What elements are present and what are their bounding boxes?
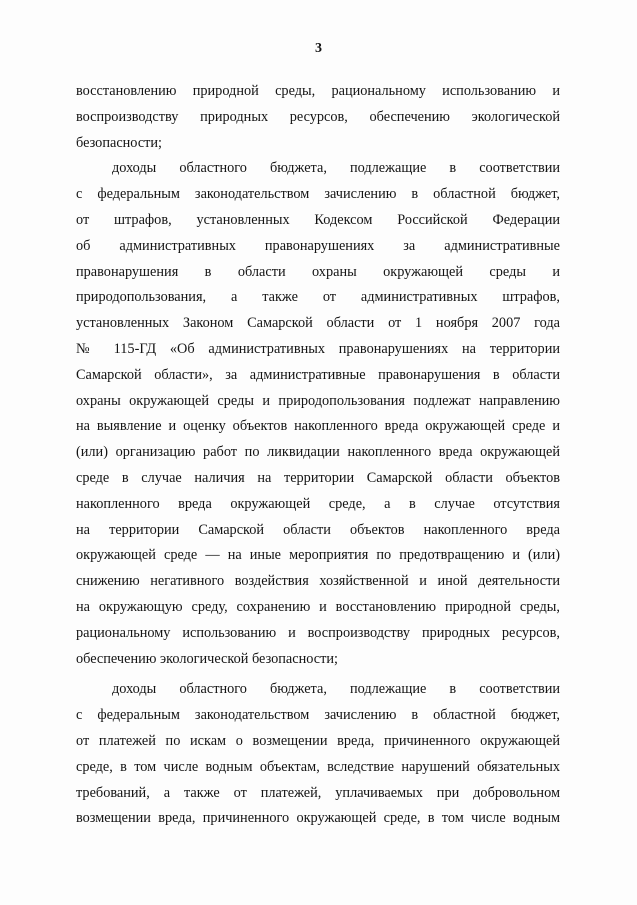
text-line: на выявление и оценку объектов накопленного вреда окружающей среде и [76, 418, 560, 435]
text-line: на территории Самарской области объектов накопленного вреда [76, 521, 560, 538]
text-line: природопользования, а также от административных штрафов, [76, 289, 560, 306]
text-line: восстановлению природной среды, рациональному использованию и [76, 83, 560, 99]
text-line: от платежей по искам о возмещении вреда, причиненного окружающей [76, 732, 560, 749]
paragraph [76, 79, 560, 156]
text-line: правонарушения в области охраны окружающей среды и [76, 263, 560, 280]
text-line: об административных правонарушениях за административные [76, 237, 560, 254]
text-line: окружающей среде — на иные мероприятия по предотвращению и (или) [76, 547, 560, 564]
document-body [76, 79, 560, 832]
text-line: охраны окружающей среды и природопользования подлежат направлению [76, 392, 560, 409]
text-line: с федеральным законодательством зачислению в областной бюджет, [76, 186, 560, 203]
text-line: требований, а также от платежей, уплачиваемых при добровольном [76, 784, 560, 801]
text-line: Самарской области», за административные правонарушения в области [76, 366, 560, 383]
text-line: на окружающую среду, сохранению и восстановлению природной среды, [76, 598, 560, 615]
text-line: от штрафов, установленных Кодексом Российской Федерации [76, 211, 560, 228]
text-line: безопасности; [76, 134, 163, 151]
text-line: установленных Законом Самарской области от 1 ноября 2007 года [76, 315, 560, 332]
text-line: накопленного вреда окружающей среде, а в случае отсутствия [76, 495, 560, 512]
text-line: рациональному использованию и воспроизводству природных ресурсов, [76, 624, 560, 641]
text-line: доходы областного бюджета, подлежащие в соответствии [112, 160, 560, 177]
paragraph [76, 156, 560, 672]
text-line: с федеральным законодательством зачислению в областной бюджет, [76, 707, 560, 724]
text-line: возмещении вреда, причиненного окружающей среде, в том числе водным [76, 810, 560, 827]
page-number: 3 [315, 41, 322, 56]
text-line: среде в случае наличия на территории Самарской области объектов [76, 469, 560, 486]
text-line: обеспечению экологической безопасности; [76, 650, 338, 667]
text-line: среде, в том числе водным объектам, вследствие нарушений обязательных [76, 758, 560, 775]
text-line: воспроизводству природных ресурсов, обеспечению экологической [76, 108, 560, 125]
text-line: (или) организацию работ по ликвидации накопленного вреда окружающей [76, 444, 560, 461]
paragraph [76, 677, 560, 832]
text-line: доходы областного бюджета, подлежащие в соответствии [112, 681, 560, 698]
text-line: снижению негативного воздействия хозяйственной и иной деятельности [76, 573, 560, 590]
text-line: № 115-ГД «Об административных правонарушениях на территории [76, 340, 560, 357]
